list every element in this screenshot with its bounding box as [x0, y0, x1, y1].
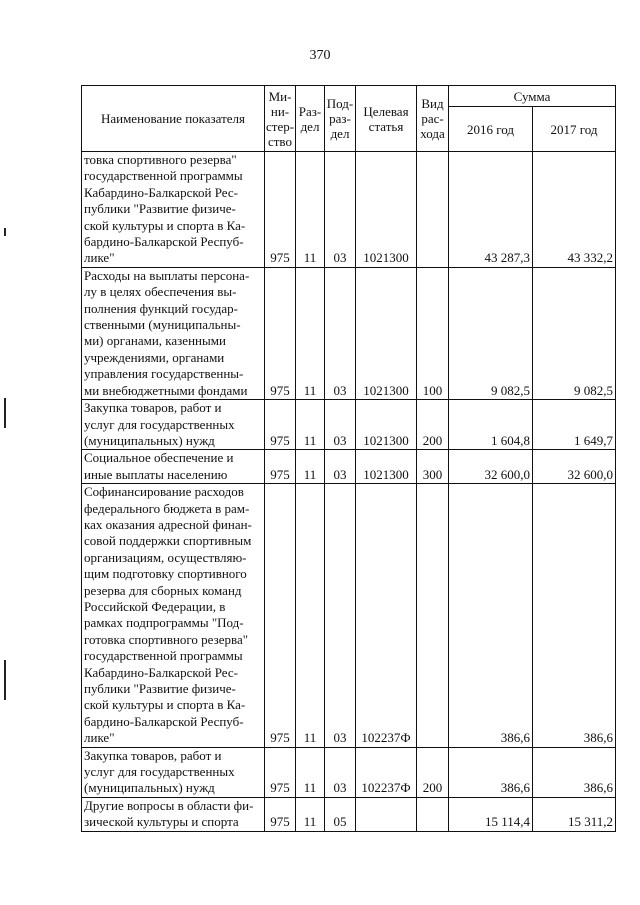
row-section: 11: [296, 152, 325, 268]
row-sum-2016: 9 082,5: [449, 267, 533, 399]
row-name: Другие вопросы в области фи- зической культуры и спорта: [82, 797, 265, 831]
row-name: товка спортивного резерва" государственной программы Кабардино-Балкарской Рес- публики "Развитие физиче- ской культуры и спорта в Ка- бардино-Балкарской Респуб- лике": [82, 152, 265, 268]
margin-mark: [4, 398, 6, 428]
row-sum-2017: 386,6: [533, 747, 616, 797]
budget-table: [81, 85, 616, 832]
row-name: Расходы на выплаты персона- лу в целях обеспечения вы- полнения функций государ- ственными (муниципальны- ми) органами, казенными учреждениями, органами управления государственны- ми внебюджетными фондами: [82, 267, 265, 399]
row-expense-type: [417, 484, 449, 748]
row-target: [356, 797, 417, 831]
row-ministry: 975: [265, 400, 296, 450]
row-sum-2017: 43 332,2: [533, 152, 616, 268]
row-sum-2017: 386,6: [533, 484, 616, 748]
row-name: Софинансирование расходов федерального бюджета в рам- ках оказания адресной финан- совой поддержки спортивным организациям, осуществляю- щим подготовку спортивного резерва для сборных команд Российской Федерации, в рамках подпрограммы "Под- готовка спортивного резерва" государственной программы Кабардино-Балкарской Рес- публики "Развитие физиче- ской культуры и спорта в Ка- бардино-Балкарской Респуб- лике": [82, 484, 265, 748]
row-section: 11: [296, 747, 325, 797]
row-sum-2016: 386,6: [449, 484, 533, 748]
header-sum: Сумма: [449, 86, 616, 107]
page-number: 370: [309, 48, 331, 63]
row-sum-2016: 43 287,3: [449, 152, 533, 268]
row-subsection: 03: [325, 400, 356, 450]
row-section: 11: [296, 267, 325, 399]
margin-mark: [4, 228, 6, 236]
row-target: 1021300: [356, 267, 417, 399]
row-sum-2017: 1 649,7: [533, 400, 616, 450]
row-subsection: 03: [325, 267, 356, 399]
row-sum-2016: 32 600,0: [449, 450, 533, 484]
row-expense-type: 300: [417, 450, 449, 484]
table-body: [82, 152, 616, 832]
table-row: [82, 267, 616, 399]
row-name: Закупка товаров, работ и услуг для государственных (муниципальных) нужд: [82, 400, 265, 450]
header-target: Целевая статья: [356, 86, 417, 152]
table-row: [82, 450, 616, 484]
row-target: 102237Ф: [356, 747, 417, 797]
row-expense-type: 200: [417, 747, 449, 797]
table-row: [82, 747, 616, 797]
table-row: [82, 400, 616, 450]
header-year-2017: 2017 год: [533, 107, 616, 152]
row-target: 102237Ф: [356, 484, 417, 748]
row-section: 11: [296, 450, 325, 484]
row-target: 1021300: [356, 152, 417, 268]
row-ministry: 975: [265, 797, 296, 831]
row-subsection: 03: [325, 450, 356, 484]
row-target: 1021300: [356, 450, 417, 484]
row-sum-2016: 15 114,4: [449, 797, 533, 831]
row-subsection: 05: [325, 797, 356, 831]
row-section: 11: [296, 484, 325, 748]
row-expense-type: [417, 797, 449, 831]
row-target: 1021300: [356, 400, 417, 450]
row-ministry: 975: [265, 747, 296, 797]
row-sum-2017: 9 082,5: [533, 267, 616, 399]
row-sum-2017: 32 600,0: [533, 450, 616, 484]
header-section: Раз- дел: [296, 86, 325, 152]
header-expense-type: Вид рас- хода: [417, 86, 449, 152]
row-name: Социальное обеспечение и иные выплаты населению: [82, 450, 265, 484]
table-row: [82, 152, 616, 268]
table-row: [82, 484, 616, 748]
row-section: 11: [296, 797, 325, 831]
row-expense-type: 200: [417, 400, 449, 450]
row-ministry: 975: [265, 450, 296, 484]
row-section: 11: [296, 400, 325, 450]
margin-mark: [4, 660, 6, 700]
row-expense-type: [417, 152, 449, 268]
header-year-2016: 2016 год: [449, 107, 533, 152]
row-ministry: 975: [265, 267, 296, 399]
row-ministry: 975: [265, 484, 296, 748]
row-ministry: 975: [265, 152, 296, 268]
row-subsection: 03: [325, 484, 356, 748]
header-subsection: Под- раз- дел: [325, 86, 356, 152]
row-subsection: 03: [325, 747, 356, 797]
row-sum-2017: 15 311,2: [533, 797, 616, 831]
table-row: [82, 797, 616, 831]
row-subsection: 03: [325, 152, 356, 268]
header-name: Наименование показателя: [82, 86, 265, 152]
row-sum-2016: 386,6: [449, 747, 533, 797]
header-ministry: Ми- ни- стер- ство: [265, 86, 296, 152]
row-expense-type: 100: [417, 267, 449, 399]
row-name: Закупка товаров, работ и услуг для государственных (муниципальных) нужд: [82, 747, 265, 797]
row-sum-2016: 1 604,8: [449, 400, 533, 450]
